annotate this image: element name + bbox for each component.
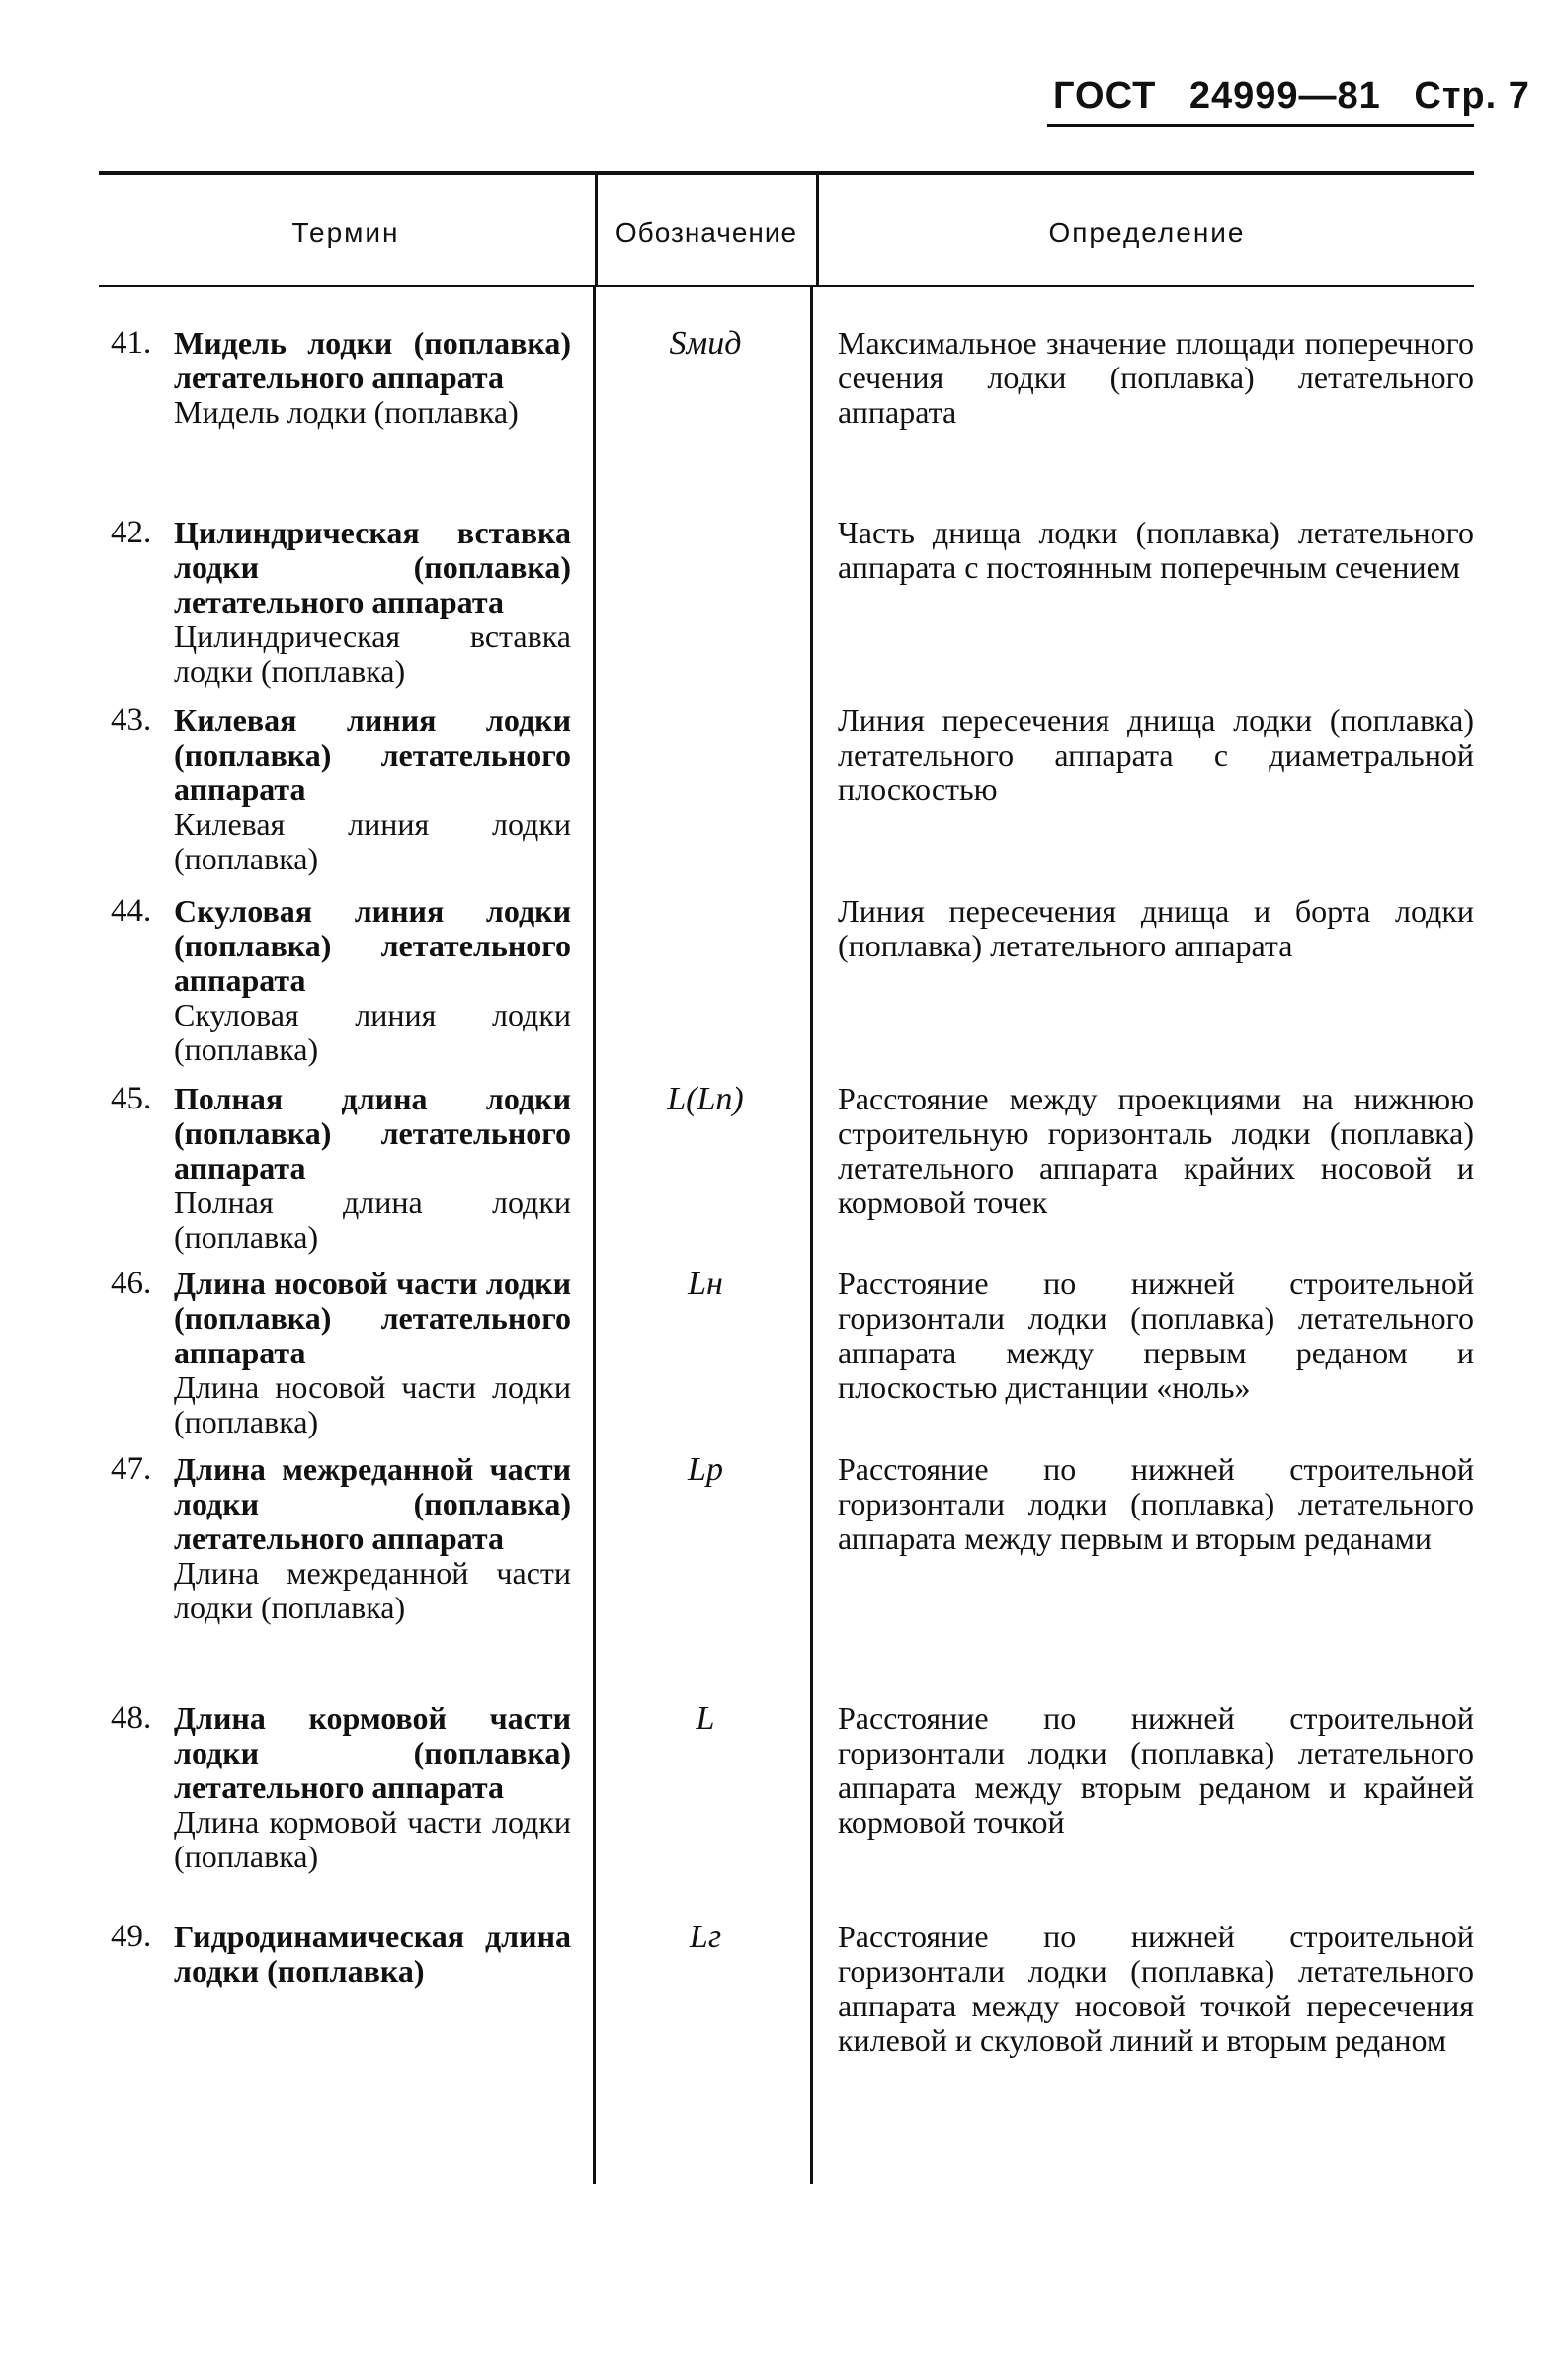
term-short-form: Полная длина лодки (поплавка)	[174, 1185, 571, 1255]
standard-label: ГОСТ	[1053, 75, 1157, 117]
term-text: Килевая линия лодки (поплавка) летательного аппарата	[174, 702, 571, 807]
term-cell	[174, 1082, 571, 1255]
term-short-form: Скуловая линия лодки (поплавка)	[174, 997, 571, 1067]
page-number: Стр. 7	[1414, 75, 1530, 117]
standard-number: 24999—81	[1188, 75, 1381, 117]
term-text: Гидродинамическая длина лодки (поплавка)	[174, 1919, 571, 1989]
term-cell	[174, 894, 571, 1067]
term-symbol: Sмид	[669, 325, 742, 362]
term-definition: Линия пересечения днища и борта лодки (поплавка) летательного аппарата	[838, 893, 1474, 963]
term-symbol: Lр	[688, 1451, 723, 1488]
term-number: 45.	[111, 1081, 152, 1116]
term-number: 42.	[111, 515, 152, 550]
term-number: 48.	[111, 1700, 152, 1736]
term-short-form: Длина межреданной части лодки (поплавка)	[174, 1555, 571, 1625]
term-definition: Часть днища лодки (поплавка) летательного аппарата с постоянным поперечным сечением	[838, 515, 1474, 585]
term-number: 46.	[111, 1266, 152, 1301]
term-short-form: Длина кормовой части лодки (поплавка)	[174, 1804, 571, 1874]
term-text: Цилиндрическая вставка лодки (поплавка) летательного аппарата	[174, 515, 571, 619]
term-text: Мидель лодки (поплавка) летательного аппарата	[174, 325, 571, 395]
term-symbol: L(Lп)	[667, 1081, 744, 1117]
term-text: Скуловая линия лодки (поплавка) летательного аппарата	[174, 893, 571, 998]
term-text: Длина межреданной части лодки (поплавка) летательного аппарата	[174, 1451, 571, 1556]
term-cell	[174, 1452, 571, 1625]
term-number: 49.	[111, 1919, 152, 1954]
term-cell	[174, 516, 571, 689]
term-text: Длина носовой части лодки (поплавка) летательного аппарата	[174, 1266, 571, 1370]
term-cell	[174, 1267, 571, 1439]
term-symbol: Lг	[689, 1919, 722, 1955]
term-number: 43.	[111, 702, 152, 738]
term-short-form: Длина носовой части лодки (поплавка)	[174, 1369, 571, 1439]
term-definition: Расстояние между проекциями на нижнюю строительную горизонталь лодки (поплавка) летательного аппарата крайних носовой и кормовой точек	[838, 1081, 1474, 1220]
term-definition: Максимальное значение площади поперечного сечения лодки (поплавка) летательного аппарата	[838, 325, 1474, 430]
term-number: 44.	[111, 893, 152, 929]
term-symbol: L	[696, 1700, 715, 1737]
column-header-term: Термин	[291, 217, 400, 248]
term-symbol: Lн	[688, 1266, 723, 1302]
term-text: Полная длина лодки (поплавка) летательного аппарата	[174, 1081, 571, 1186]
column-header-symbol: Обозначение	[615, 217, 798, 248]
term-definition: Расстояние по нижней строительной горизонтали лодки (поплавка) летательного аппарата между вторым реданом и крайней кормовой точкой	[838, 1700, 1474, 1840]
term-cell	[174, 703, 571, 876]
column-header-definition: Определение	[1048, 217, 1246, 248]
term-cell	[174, 1920, 571, 1989]
term-definition: Расстояние по нижней строительной горизонтали лодки (поплавка) летательного аппарата между носовой точкой пересечения килевой и скуловой линий и вторым реданом	[838, 1919, 1474, 2058]
term-short-form: Цилиндрическая вставка лодки (поплавка)	[174, 618, 571, 689]
term-short-form: Мидель лодки (поплавка)	[174, 394, 519, 430]
term-number: 41.	[111, 325, 152, 361]
term-cell	[174, 326, 571, 430]
term-short-form: Килевая линия лодки (поплавка)	[174, 806, 571, 876]
term-definition: Расстояние по нижней строительной горизонтали лодки (поплавка) летательного аппарата между первым и вторым реданами	[838, 1451, 1474, 1556]
term-definition: Линия пересечения днища лодки (поплавка) летательного аппарата с диаметральной плоскостью	[838, 702, 1474, 807]
term-text: Длина кормовой части лодки (поплавка) летательного аппарата	[174, 1700, 571, 1805]
term-number: 47.	[111, 1451, 152, 1487]
term-definition: Расстояние по нижней строительной горизонтали лодки (поплавка) летательного аппарата между первым реданом и плоскостью дистанции «ноль»	[838, 1266, 1474, 1405]
term-cell	[174, 1701, 571, 1874]
